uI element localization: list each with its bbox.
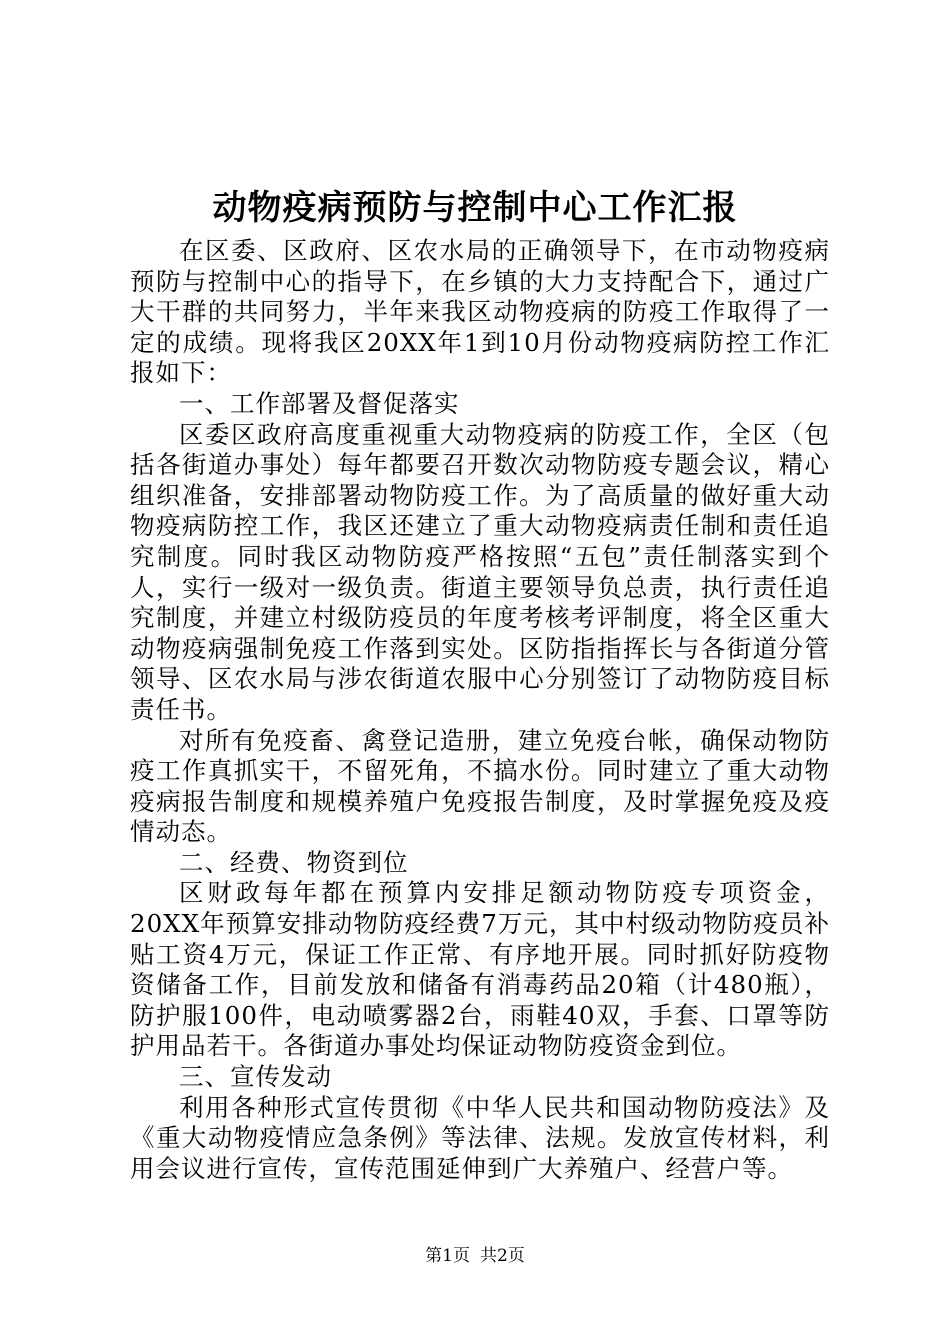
paragraph-immunization: 对所有免疫畜、禽登记造册，建立免疫台帐，确保动物防疫工作真抓实干，不留死角，不搞水份。同时建立了重大动物疫病报告制度和规模养殖户免疫报告制度，及时掌握免疫及疫情动态。	[130, 725, 830, 847]
page-number: 第1页	[425, 1246, 470, 1266]
document-body	[130, 236, 830, 1184]
paragraph-funding: 区财政每年都在预算内安排足额动物防疫专项资金，20XX年预算安排动物防疫经费7万元，其中村级动物防疫员补贴工资4万元，保证工作正常、有序地开展。同时抓好防疫物资储备工作，目前发放和储备有消毒药品20箱（计480瓶），防护服100件，电动喷雾器2台，雨鞋40双，手套、口罩等防护用品若干。各街道办事处均保证动物防疫资金到位。	[130, 878, 830, 1061]
paragraph-deployment: 区委区政府高度重视重大动物疫病的防疫工作，全区（包括各街道办事处）每年都要召开数次动物防疫专题会议，精心组织准备，安排部署动物防疫工作。为了高质量的做好重大动物疫病防控工作，我区还建立了重大动物疫病责任制和责任追究制度。同时我区动物防疫严格按照“五包”责任制落实到个人，实行一级对一级负责。街道主要领导负总责，执行责任追究制度，并建立村级防疫员的年度考核考评制度，将全区重大动物疫病强制免疫工作落到实处。区防指指挥长与各街道分管领导、区农水局与涉农街道农服中心分别签订了动物防疫目标责任书。	[130, 419, 830, 724]
section-heading-1: 一、工作部署及督促落实	[179, 388, 460, 418]
page-footer	[0, 1244, 950, 1268]
page-total: 共2页	[480, 1246, 525, 1266]
section-heading-2: 二、经费、物资到位	[179, 847, 409, 877]
paragraph-publicity: 利用各种形式宣传贯彻《中华人民共和国动物防疫法》及《重大动物疫情应急条例》等法律、法规。发放宣传材料，利用会议进行宣传，宣传范围延伸到广大养殖户、经营户等。	[130, 1092, 830, 1183]
paragraph-intro: 在区委、区政府、区农水局的正确领导下，在市动物疫病预防与控制中心的指导下，在乡镇的大力支持配合下，通过广大干群的共同努力，半年来我区动物疫病的防疫工作取得了一定的成绩。现将我区20XX年1到10月份动物疫病防控工作汇报如下：	[130, 236, 830, 388]
section-heading-3: 三、宣传发动	[179, 1062, 332, 1092]
document-title: 动物疫病预防与控制中心工作汇报	[212, 188, 738, 228]
